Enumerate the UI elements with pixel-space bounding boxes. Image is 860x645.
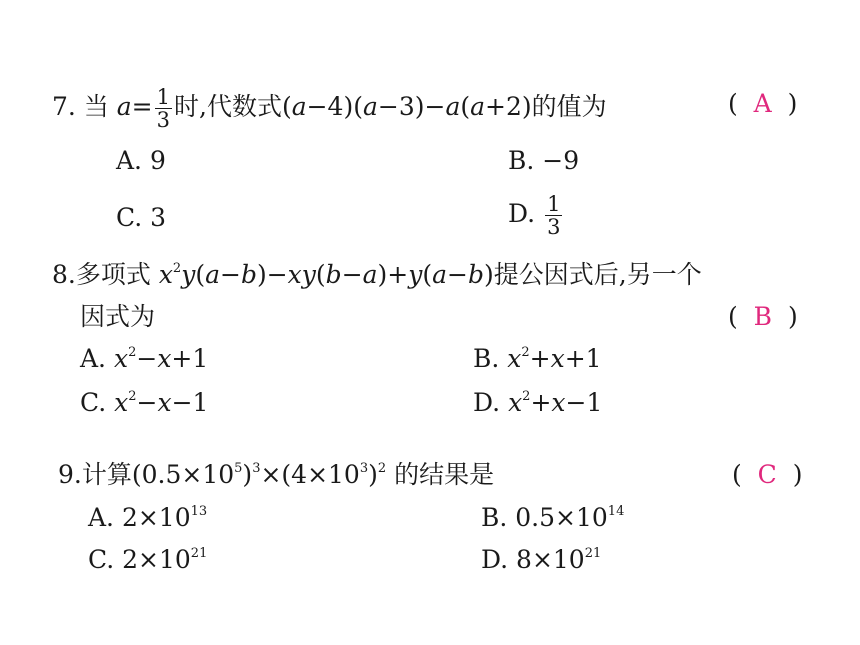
- fraction-one-third: $\frac{1}{3}$: [547, 192, 561, 240]
- question-8-answer: ( B ): [728, 302, 798, 331]
- question-9-answer: ( C ): [732, 460, 803, 489]
- answer-letter: A: [753, 89, 772, 118]
- question-7-stem: 7. 当 a= $\frac{1}{3}$ 时,代数式(a−4)(a−3)−a(a+2)的值为: [52, 85, 607, 133]
- answer-letter: C: [757, 460, 777, 489]
- q8-option-b: B. $x^2+x+1$: [473, 344, 602, 373]
- q8-option-a: A. $x^2-x+1$: [80, 344, 209, 373]
- question-number: 8.: [52, 260, 76, 289]
- q7-option-d: D. $\frac{1}{3}$: [508, 192, 561, 240]
- q7-option-c: C. 3: [116, 203, 167, 232]
- q7-option-b: B. −9: [508, 146, 580, 175]
- q8-option-c: C. $x^2-x-1$: [80, 388, 209, 417]
- q9-option-b: B. $0.5\times 10^{14}$: [481, 503, 625, 532]
- question-7-answer: ( A ): [728, 89, 798, 118]
- q7-option-a: A. 9: [116, 146, 166, 175]
- q9-option-d: D. $8\times 10^{21}$: [481, 545, 602, 574]
- q8-option-d: D. $x^2+x-1$: [473, 388, 603, 417]
- question-8-stem: 8.多项式 $x^2y(a-b)-xy(b-a)+y(a-b)$提公因式后,另一个: [52, 260, 702, 289]
- question-number: 7.: [52, 92, 76, 122]
- question-9-stem: 9.计算$(0.5\times 10^5)^3\times(4\times 10^3)^2$ 的结果是: [58, 460, 495, 489]
- q9-option-c: C. $2\times 10^{21}$: [88, 545, 208, 574]
- answer-letter: B: [753, 302, 773, 331]
- q9-option-a: A. $2\times 10^{13}$: [88, 503, 208, 532]
- question-number: 9.: [58, 460, 82, 489]
- fraction-one-third: $\frac{1}{3}$: [156, 85, 170, 133]
- question-8-stem-line2: 因式为: [80, 302, 156, 331]
